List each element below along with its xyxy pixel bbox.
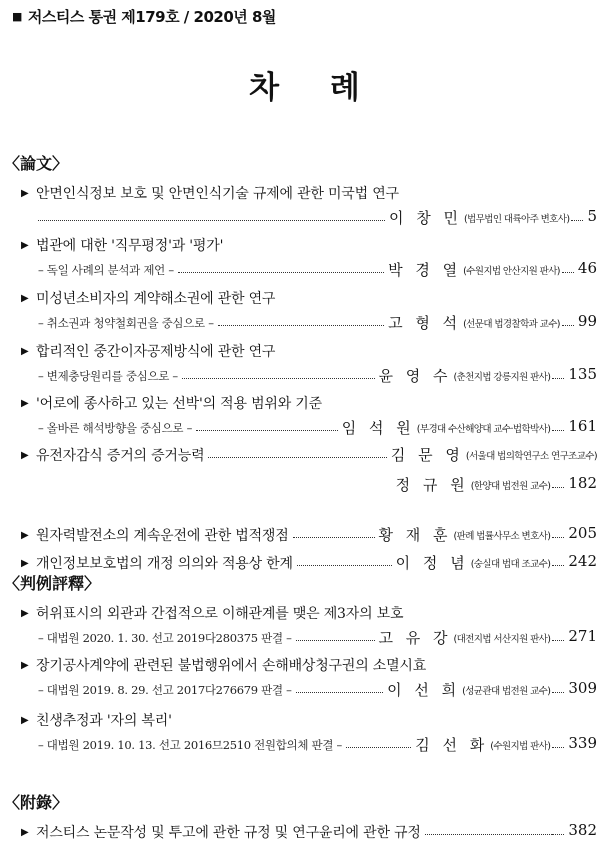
author-name: 고 유 강 xyxy=(378,629,452,647)
entry-title: '어로에 종사하고 있는 선박'의 적용 범위와 기준 xyxy=(36,396,322,412)
entry-title-row xyxy=(0,341,609,363)
author-name: 황 재 훈 xyxy=(378,526,452,544)
entry-title: 친생추정과 '자의 복리' xyxy=(36,713,172,729)
author-affiliation: (선문대 법경찰학과 교수) xyxy=(463,319,560,330)
entry-byline-row xyxy=(0,260,609,282)
author-affiliation: (부경대 수산해양대 교수·법학박사) xyxy=(416,424,551,435)
dot-leader xyxy=(552,378,564,379)
entry-coauthor-row xyxy=(0,475,609,497)
entry-byline-row xyxy=(0,313,609,335)
triangle-bullet-icon: ▶ xyxy=(21,530,29,541)
author-name: 정 규 원 xyxy=(395,476,469,494)
triangle-bullet-icon: ▶ xyxy=(21,608,29,619)
page-number: 271 xyxy=(568,627,597,645)
author-name: 김 문 영 xyxy=(390,446,464,464)
author-affiliation: (수원지법 판사) xyxy=(490,741,551,752)
page-number: 135 xyxy=(568,365,597,383)
page-number: 339 xyxy=(568,734,597,752)
dot-leader xyxy=(552,565,564,566)
entry-subtitle: – 올바른 해석방향을 중심으로 – xyxy=(38,421,193,435)
triangle-bullet-icon: ▶ xyxy=(21,450,29,461)
page-number: 5 xyxy=(587,207,597,225)
entry-byline-row xyxy=(0,366,609,388)
entry-title-row xyxy=(0,710,609,732)
entry-title-row xyxy=(0,655,609,677)
author-name: 박 경 열 xyxy=(388,261,462,279)
section-heading: 〈附錄〉 xyxy=(4,793,69,812)
dot-leader xyxy=(38,220,385,221)
dot-leader xyxy=(208,457,386,458)
entry-title-row xyxy=(0,445,609,467)
entry-title-row xyxy=(0,393,609,415)
triangle-bullet-icon: ▶ xyxy=(21,558,29,569)
dot-leader xyxy=(297,565,392,566)
entry-title: 저스티스 논문작성 및 투고에 관한 규정 및 연구윤리에 관한 규정 xyxy=(36,825,421,841)
dot-leader xyxy=(293,537,375,538)
author-name: 임 석 원 xyxy=(341,419,415,437)
page-number: 46 xyxy=(577,259,597,277)
section-heading: 〈判例評釋〉 xyxy=(4,574,101,593)
entry-title: 개인정보보호법의 개정 의의와 적용상 한계 xyxy=(36,556,293,572)
author-name: 이 정 념 xyxy=(395,554,469,572)
dot-leader xyxy=(552,747,564,748)
triangle-bullet-icon: ▶ xyxy=(21,660,29,671)
triangle-bullet-icon: ▶ xyxy=(21,293,29,304)
page-number: 242 xyxy=(568,552,597,570)
entry-title: 원자력발전소의 계속운전에 관한 법적쟁점 xyxy=(36,528,289,544)
dot-leader xyxy=(296,692,384,693)
dot-leader xyxy=(552,640,564,641)
author-affiliation: (판례 법률사무소 변호사) xyxy=(453,531,551,542)
author-affiliation: (수원지법 안산지원 판사) xyxy=(463,266,560,277)
triangle-bullet-icon: ▶ xyxy=(21,398,29,409)
entry-byline-row xyxy=(0,418,609,440)
author-name: 윤 영 수 xyxy=(378,367,452,385)
entry-title: 안면인식정보 보호 및 안면인식기술 규제에 관한 미국법 연구 xyxy=(36,186,399,202)
entry-subtitle: – 취소권과 청약철회권을 중심으로 – xyxy=(38,316,214,330)
entry-byline-row xyxy=(0,680,609,702)
entry-title: 합리적인 중간이자공제방식에 관한 연구 xyxy=(36,344,276,360)
author-name: 고 형 석 xyxy=(388,314,462,332)
author-affiliation: (서울대 법의학연구소 연구조교수) xyxy=(465,451,597,462)
entry-byline-row xyxy=(0,208,609,230)
dot-leader xyxy=(218,325,384,326)
author-name: 이 창 민 xyxy=(389,209,463,227)
entry-byline-row xyxy=(0,628,609,650)
triangle-bullet-icon: ▶ xyxy=(21,715,29,726)
dot-leader xyxy=(346,747,411,748)
entry-title: 유전자감식 증거의 증거능력 xyxy=(36,448,205,464)
triangle-bullet-icon: ▶ xyxy=(21,240,29,251)
page-number: 205 xyxy=(568,524,597,542)
square-bullet-icon: ■ xyxy=(12,10,22,23)
page-number: 182 xyxy=(568,474,597,492)
author-name: 김 선 화 xyxy=(415,736,489,754)
author-affiliation: (법무법인 대륙아주 변호사) xyxy=(464,214,570,225)
author-affiliation: (대전지법 서산지원 판사) xyxy=(453,634,551,645)
dot-leader xyxy=(552,487,564,488)
journal-issue-label: 저스티스 통권 제179호 / 2020년 8월 xyxy=(27,8,276,26)
author-name: 이 선 희 xyxy=(387,681,461,699)
dot-leader xyxy=(571,220,583,221)
dot-leader xyxy=(182,378,375,379)
page-number: 309 xyxy=(568,679,597,697)
page-number: 161 xyxy=(568,417,597,435)
triangle-bullet-icon: ▶ xyxy=(21,188,29,199)
author-affiliation: (춘천지법 강릉지원 판사) xyxy=(453,372,551,383)
author-affiliation: (한양대 법전원 교수) xyxy=(470,481,551,492)
dot-leader xyxy=(562,325,574,326)
author-affiliation: (숭실대 법대 조교수) xyxy=(470,559,551,570)
entry-title: 법관에 대한 '직무평정'과 '평가' xyxy=(36,238,224,254)
entry-title-row xyxy=(0,235,609,257)
entry-title: 미성년소비자의 계약해소권에 관한 연구 xyxy=(36,291,276,307)
entry-title-row xyxy=(0,288,609,310)
entry-title-row xyxy=(0,822,609,844)
entry-subtitle: – 대법원 2020. 1. 30. 선고 2019다280375 판결 – xyxy=(38,631,292,645)
triangle-bullet-icon: ▶ xyxy=(21,827,29,838)
dot-leader xyxy=(562,272,574,273)
entry-byline-row xyxy=(0,735,609,757)
entry-title: 허위표시의 외관과 간접적으로 이해관계를 맺은 제3자의 보호 xyxy=(36,606,404,622)
dot-leader xyxy=(552,430,564,431)
triangle-bullet-icon: ▶ xyxy=(21,346,29,357)
entry-subtitle: – 대법원 2019. 10. 13. 선고 2016므2510 전원합의체 판결 – xyxy=(38,738,342,752)
page-number: 382 xyxy=(568,821,597,839)
entry-subtitle: – 독일 사례의 분석과 제언 – xyxy=(38,263,174,277)
entry-subtitle: – 대법원 2019. 8. 29. 선고 2017다276679 판결 – xyxy=(38,683,292,697)
journal-header xyxy=(12,6,276,27)
dot-leader xyxy=(178,272,384,273)
dot-leader xyxy=(296,640,375,641)
page-number: 99 xyxy=(577,312,597,330)
entry-subtitle: – 변제충당원리를 중심으로 – xyxy=(38,369,178,383)
toc-title: 차 례 xyxy=(249,70,380,106)
dot-leader xyxy=(425,834,565,835)
entry-title-row xyxy=(0,603,609,625)
entry-title: 장기공사계약에 관련된 불법행위에서 손해배상청구권의 소멸시효 xyxy=(36,658,427,674)
entry-title-row xyxy=(0,183,609,205)
dot-leader xyxy=(552,692,564,693)
section-heading: 〈論文〉 xyxy=(4,154,69,173)
dot-leader xyxy=(552,537,564,538)
entry-title-row xyxy=(0,525,609,547)
author-affiliation: (성균관대 법전원 교수) xyxy=(462,686,551,697)
dot-leader xyxy=(196,430,338,431)
